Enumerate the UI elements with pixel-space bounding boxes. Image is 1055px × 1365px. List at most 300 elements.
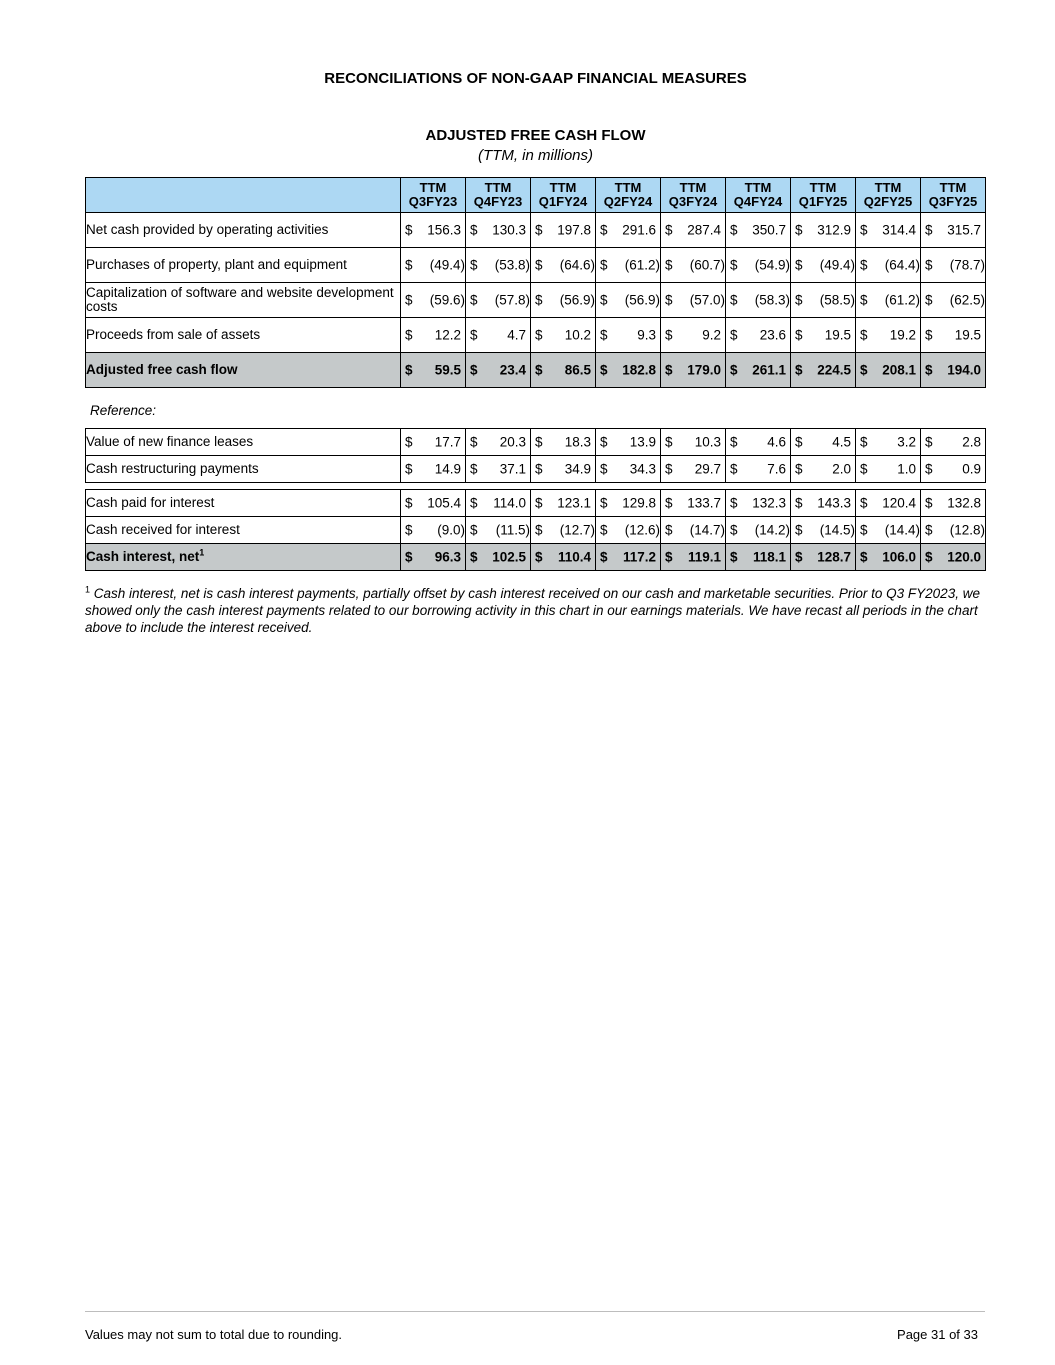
cell-value: 9.3 — [637, 327, 656, 343]
table-row — [86, 544, 986, 571]
value-cell — [791, 456, 856, 483]
currency-symbol: $ — [535, 292, 543, 308]
cell-value: 34.9 — [564, 461, 591, 477]
currency-symbol: $ — [600, 461, 608, 477]
cash-interest-table — [85, 489, 986, 571]
currency-symbol: $ — [795, 327, 803, 343]
cell-value: 105.4 — [427, 495, 461, 511]
currency-symbol: $ — [795, 522, 803, 538]
currency-symbol: $ — [925, 461, 933, 477]
currency-symbol: $ — [925, 257, 933, 273]
currency-symbol: $ — [730, 522, 738, 538]
value-cell — [856, 283, 921, 318]
currency-symbol: $ — [600, 257, 608, 273]
header-row — [86, 178, 986, 213]
table-row — [86, 353, 986, 388]
currency-symbol: $ — [925, 434, 933, 450]
value-cell — [531, 248, 596, 283]
value-cell — [791, 544, 856, 571]
cell-value: 4.6 — [767, 434, 786, 450]
cell-value: 10.2 — [564, 327, 591, 343]
value-cell — [596, 318, 661, 353]
cell-value: 19.5 — [954, 327, 981, 343]
currency-symbol: $ — [730, 461, 738, 477]
cell-value: 179.0 — [687, 362, 721, 378]
cell-value: 291.6 — [622, 222, 656, 238]
currency-symbol: $ — [470, 362, 478, 378]
currency-symbol: $ — [600, 522, 608, 538]
currency-symbol: $ — [795, 495, 803, 511]
cell-value: 194.0 — [947, 362, 981, 378]
currency-symbol: $ — [860, 434, 868, 450]
cell-value: 128.7 — [817, 549, 851, 565]
currency-symbol: $ — [860, 292, 868, 308]
value-cell — [661, 213, 726, 248]
currency-symbol: $ — [600, 362, 608, 378]
footnote — [85, 585, 987, 636]
value-cell — [596, 353, 661, 388]
reference-label: Reference: — [90, 403, 157, 418]
value-cell — [661, 456, 726, 483]
cell-value: 10.3 — [694, 434, 721, 450]
currency-symbol: $ — [405, 257, 413, 273]
currency-symbol: $ — [925, 495, 933, 511]
row-label: Cash interest, net$^1$ — [86, 544, 401, 571]
currency-symbol: $ — [795, 362, 803, 378]
cell-value: (78.7) — [949, 257, 985, 273]
currency-symbol: $ — [860, 522, 868, 538]
currency-symbol: $ — [470, 434, 478, 450]
cell-value: 261.1 — [752, 362, 786, 378]
section-subtitle: (TTM, in millions) — [478, 147, 593, 164]
cell-value: 12.2 — [434, 327, 461, 343]
footnote-mark: 1 — [85, 584, 91, 595]
cell-value: 182.8 — [622, 362, 656, 378]
column-header: TTM Q3FY25 — [921, 178, 986, 213]
row-label: Cash paid for interest — [86, 490, 401, 517]
cell-value: 18.3 — [564, 434, 591, 450]
value-cell — [661, 490, 726, 517]
currency-symbol: $ — [535, 327, 543, 343]
currency-symbol: $ — [405, 292, 413, 308]
cell-value: 96.3 — [434, 549, 461, 565]
column-header: TTM Q2FY24 — [596, 178, 661, 213]
value-cell — [856, 517, 921, 544]
cell-value: (64.4) — [884, 257, 920, 273]
currency-symbol: $ — [665, 362, 673, 378]
cell-value: 34.3 — [629, 461, 656, 477]
cell-value: (14.7) — [689, 522, 725, 538]
currency-symbol: $ — [470, 549, 478, 565]
cell-value: 143.3 — [817, 495, 851, 511]
currency-symbol: $ — [600, 327, 608, 343]
currency-symbol: $ — [730, 549, 738, 565]
cell-value: 132.3 — [752, 495, 786, 511]
cell-value: 130.3 — [492, 222, 526, 238]
table-row — [86, 490, 986, 517]
value-cell — [791, 353, 856, 388]
currency-symbol: $ — [470, 327, 478, 343]
currency-symbol: $ — [860, 495, 868, 511]
value-cell — [466, 283, 531, 318]
value-cell — [661, 283, 726, 318]
cell-value: (14.4) — [884, 522, 920, 538]
cell-value: (56.9) — [624, 292, 660, 308]
row-label: Proceeds from sale of assets — [86, 318, 401, 353]
cell-value: (56.9) — [559, 292, 595, 308]
value-cell — [661, 544, 726, 571]
cell-value: 312.9 — [817, 222, 851, 238]
cell-value: 208.1 — [882, 362, 916, 378]
cell-value: (62.5) — [949, 292, 985, 308]
currency-symbol: $ — [405, 461, 413, 477]
cell-value: 86.5 — [564, 362, 591, 378]
value-cell — [921, 490, 986, 517]
value-cell — [596, 213, 661, 248]
cell-value: 110.4 — [557, 549, 591, 565]
value-cell — [856, 490, 921, 517]
cell-value: (57.8) — [494, 292, 530, 308]
table-row — [86, 517, 986, 544]
currency-symbol: $ — [795, 222, 803, 238]
currency-symbol: $ — [795, 461, 803, 477]
value-cell — [596, 429, 661, 456]
currency-symbol: $ — [860, 222, 868, 238]
currency-symbol: $ — [730, 292, 738, 308]
reference-table — [85, 428, 986, 483]
cell-value: (58.5) — [819, 292, 855, 308]
currency-symbol: $ — [925, 522, 933, 538]
value-cell — [596, 544, 661, 571]
value-cell — [791, 213, 856, 248]
value-cell — [596, 517, 661, 544]
currency-symbol: $ — [405, 327, 413, 343]
footer-divider — [85, 1311, 985, 1312]
cell-value: 315.7 — [947, 222, 981, 238]
currency-symbol: $ — [665, 257, 673, 273]
value-cell — [661, 353, 726, 388]
currency-symbol: $ — [665, 461, 673, 477]
value-cell — [791, 517, 856, 544]
value-cell — [726, 490, 791, 517]
cell-value: 59.5 — [434, 362, 461, 378]
table-row — [86, 429, 986, 456]
cell-value: 224.5 — [817, 362, 851, 378]
currency-symbol: $ — [665, 522, 673, 538]
cell-value: 314.4 — [882, 222, 916, 238]
value-cell — [791, 490, 856, 517]
table-row — [86, 248, 986, 283]
cell-value: (49.4) — [429, 257, 465, 273]
value-cell — [531, 318, 596, 353]
column-header: TTM Q3FY24 — [661, 178, 726, 213]
value-cell — [726, 544, 791, 571]
currency-symbol: $ — [535, 222, 543, 238]
cell-value: (61.2) — [624, 257, 660, 273]
cell-value: (60.7) — [689, 257, 725, 273]
value-cell — [531, 429, 596, 456]
cell-value: 2.0 — [832, 461, 851, 477]
currency-symbol: $ — [470, 495, 478, 511]
value-cell — [401, 544, 466, 571]
value-cell — [921, 544, 986, 571]
cell-value: 4.7 — [507, 327, 526, 343]
cell-value: 7.6 — [767, 461, 786, 477]
cell-value: 114.0 — [493, 495, 526, 511]
cell-value: 132.8 — [947, 495, 981, 511]
value-cell — [921, 283, 986, 318]
cell-value: 119.1 — [687, 549, 721, 565]
value-cell — [921, 248, 986, 283]
cell-value: 156.3 — [427, 222, 461, 238]
value-cell — [401, 283, 466, 318]
column-header: TTM Q2FY25 — [856, 178, 921, 213]
value-cell — [531, 456, 596, 483]
cell-value: (61.2) — [884, 292, 920, 308]
row-label: Cash restructuring payments — [86, 456, 401, 483]
currency-symbol: $ — [600, 434, 608, 450]
currency-symbol: $ — [405, 495, 413, 511]
currency-symbol: $ — [665, 292, 673, 308]
currency-symbol: $ — [535, 434, 543, 450]
currency-symbol: $ — [665, 222, 673, 238]
value-cell — [466, 517, 531, 544]
currency-symbol: $ — [925, 549, 933, 565]
currency-symbol: $ — [925, 327, 933, 343]
value-cell — [791, 429, 856, 456]
value-cell — [726, 353, 791, 388]
value-cell — [921, 213, 986, 248]
row-label: Cash received for interest — [86, 517, 401, 544]
cell-value: (53.8) — [494, 257, 530, 273]
value-cell — [531, 490, 596, 517]
value-cell — [661, 429, 726, 456]
row-label: Adjusted free cash flow — [86, 353, 401, 388]
value-cell — [466, 318, 531, 353]
currency-symbol: $ — [730, 495, 738, 511]
column-header: TTM Q1FY25 — [791, 178, 856, 213]
currency-symbol: $ — [925, 222, 933, 238]
header-blank-cell — [86, 178, 401, 213]
row-label: Purchases of property, plant and equipment — [86, 248, 401, 283]
cell-value: (49.4) — [819, 257, 855, 273]
value-cell — [661, 248, 726, 283]
cell-value: 133.7 — [687, 495, 721, 511]
currency-symbol: $ — [665, 495, 673, 511]
value-cell — [921, 456, 986, 483]
currency-symbol: $ — [600, 495, 608, 511]
cell-value: (64.6) — [559, 257, 595, 273]
currency-symbol: $ — [730, 257, 738, 273]
footer-note: Values may not sum to total due to rounding. — [85, 1327, 343, 1342]
value-cell — [596, 456, 661, 483]
currency-symbol: $ — [470, 257, 478, 273]
value-cell — [921, 318, 986, 353]
cell-value: 23.4 — [499, 362, 526, 378]
value-cell — [726, 213, 791, 248]
value-cell — [921, 429, 986, 456]
value-cell — [726, 248, 791, 283]
cell-value: 13.9 — [629, 434, 656, 450]
value-cell — [401, 429, 466, 456]
cell-value: 117.2 — [622, 549, 656, 565]
cell-value: 350.7 — [752, 222, 786, 238]
currency-symbol: $ — [925, 292, 933, 308]
currency-symbol: $ — [405, 362, 413, 378]
currency-symbol: $ — [405, 222, 413, 238]
cell-value: 1.0 — [897, 461, 916, 477]
value-cell — [726, 429, 791, 456]
cell-value: (59.6) — [429, 292, 465, 308]
currency-symbol: $ — [730, 327, 738, 343]
value-cell — [726, 456, 791, 483]
currency-symbol: $ — [860, 362, 868, 378]
value-cell — [531, 213, 596, 248]
value-cell — [921, 517, 986, 544]
value-cell — [401, 456, 466, 483]
value-cell — [401, 517, 466, 544]
currency-symbol: $ — [535, 495, 543, 511]
currency-symbol: $ — [795, 549, 803, 565]
currency-symbol: $ — [470, 292, 478, 308]
cell-value: 120.0 — [947, 549, 981, 565]
table-row — [86, 213, 986, 248]
value-cell — [466, 429, 531, 456]
cell-value: (14.5) — [819, 522, 855, 538]
adjusted-free-cash-flow-table — [85, 177, 986, 388]
value-cell — [466, 544, 531, 571]
cell-value: 102.5 — [492, 549, 526, 565]
currency-symbol: $ — [535, 522, 543, 538]
cell-value: 20.3 — [499, 434, 526, 450]
cell-value: 123.1 — [557, 495, 591, 511]
currency-symbol: $ — [795, 292, 803, 308]
cell-value: 287.4 — [687, 222, 721, 238]
column-header: TTM Q1FY24 — [531, 178, 596, 213]
value-cell — [856, 353, 921, 388]
cell-value: 37.1 — [499, 461, 526, 477]
cell-value: 19.5 — [824, 327, 851, 343]
value-cell — [466, 456, 531, 483]
currency-symbol: $ — [795, 434, 803, 450]
value-cell — [401, 318, 466, 353]
cell-value: 129.8 — [622, 495, 656, 511]
value-cell — [531, 283, 596, 318]
column-header: TTM Q3FY23 — [401, 178, 466, 213]
currency-symbol: $ — [665, 549, 673, 565]
column-header: TTM Q4FY24 — [726, 178, 791, 213]
value-cell — [401, 248, 466, 283]
cell-value: 19.2 — [889, 327, 916, 343]
value-cell — [661, 517, 726, 544]
cell-value: 23.6 — [759, 327, 786, 343]
value-cell — [856, 213, 921, 248]
currency-symbol: $ — [470, 461, 478, 477]
footnote-text: Cash interest, net is cash interest payments, partially offset by cash interest received on our cash and marketable securities. Prior to Q3 FY2023, we showed only the cash interest payments related to our borrowing activity in this chart in our earnings materials. We have recast all periods in the chart above to include the interest received. — [85, 586, 980, 635]
value-cell — [726, 318, 791, 353]
page-number: Page 31 of 33 — [897, 1327, 978, 1342]
currency-symbol: $ — [795, 257, 803, 273]
row-label: Net cash provided by operating activities — [86, 213, 401, 248]
currency-symbol: $ — [470, 222, 478, 238]
cell-value: (12.8) — [949, 522, 985, 538]
cell-value: (14.2) — [754, 522, 790, 538]
currency-symbol: $ — [665, 327, 673, 343]
value-cell — [726, 283, 791, 318]
value-cell — [856, 318, 921, 353]
value-cell — [856, 544, 921, 571]
currency-symbol: $ — [405, 434, 413, 450]
value-cell — [856, 456, 921, 483]
row-label: Value of new finance leases — [86, 429, 401, 456]
column-header: TTM Q4FY23 — [466, 178, 531, 213]
value-cell — [401, 353, 466, 388]
cell-value: 14.9 — [434, 461, 461, 477]
currency-symbol: $ — [860, 257, 868, 273]
currency-symbol: $ — [730, 222, 738, 238]
value-cell — [596, 283, 661, 318]
currency-symbol: $ — [860, 549, 868, 565]
cell-value: (57.0) — [689, 292, 725, 308]
currency-symbol: $ — [535, 362, 543, 378]
cell-value: 197.8 — [557, 222, 591, 238]
cell-value: 106.0 — [882, 549, 916, 565]
cell-value: 29.7 — [694, 461, 721, 477]
table-row — [86, 283, 986, 318]
value-cell — [791, 318, 856, 353]
currency-symbol: $ — [600, 292, 608, 308]
cell-value: (54.9) — [754, 257, 790, 273]
value-cell — [596, 248, 661, 283]
currency-symbol: $ — [535, 461, 543, 477]
table-row — [86, 318, 986, 353]
currency-symbol: $ — [535, 549, 543, 565]
cell-value: 9.2 — [702, 327, 721, 343]
cell-value: 118.1 — [752, 549, 786, 565]
cell-value: 120.4 — [882, 495, 916, 511]
value-cell — [726, 517, 791, 544]
value-cell — [401, 213, 466, 248]
currency-symbol: $ — [600, 222, 608, 238]
cell-value: 0.9 — [962, 461, 981, 477]
cell-value: (12.6) — [624, 522, 660, 538]
cell-value: 3.2 — [897, 434, 916, 450]
cell-value: 4.5 — [832, 434, 851, 450]
currency-symbol: $ — [665, 434, 673, 450]
currency-symbol: $ — [860, 327, 868, 343]
cell-value: (9.0) — [437, 522, 465, 538]
currency-symbol: $ — [925, 362, 933, 378]
currency-symbol: $ — [600, 549, 608, 565]
value-cell — [466, 490, 531, 517]
value-cell — [661, 318, 726, 353]
value-cell — [401, 490, 466, 517]
value-cell — [921, 353, 986, 388]
value-cell — [531, 544, 596, 571]
currency-symbol: $ — [470, 522, 478, 538]
value-cell — [466, 353, 531, 388]
currency-symbol: $ — [860, 461, 868, 477]
currency-symbol: $ — [535, 257, 543, 273]
cell-value: (12.7) — [559, 522, 595, 538]
value-cell — [596, 490, 661, 517]
value-cell — [531, 517, 596, 544]
currency-symbol: $ — [730, 434, 738, 450]
row-label: Capitalization of software and website development costs — [86, 283, 401, 318]
cell-value: (11.5) — [495, 522, 530, 538]
currency-symbol: $ — [405, 549, 413, 565]
page-title: RECONCILIATIONS OF NON-GAAP FINANCIAL MEASURES — [324, 70, 747, 87]
